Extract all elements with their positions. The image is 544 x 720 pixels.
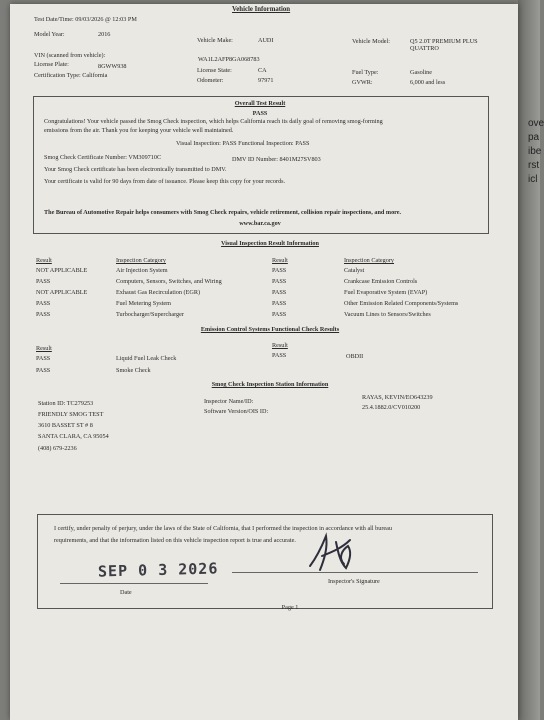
station-city: SANTA CLARA, CA 95054 xyxy=(38,433,109,440)
visual-result: NOT APPLICABLE xyxy=(36,289,88,296)
vin-value: WA1L2AFP8GA068783 xyxy=(198,56,260,63)
functional-title: Emission Control Systems Functional Check Results xyxy=(200,326,340,333)
functional-result: PASS xyxy=(36,367,51,374)
station-phone: (408) 679-2236 xyxy=(38,445,77,452)
edge-text: pa xyxy=(528,132,540,143)
edge-text: rst xyxy=(528,160,540,171)
visual-result: PASS xyxy=(36,278,51,285)
state-value: CA xyxy=(258,67,267,74)
visual-category: Catalyst xyxy=(344,267,365,274)
visual-result: PASS xyxy=(272,311,287,318)
visual-category: Fuel Metering System xyxy=(116,300,171,307)
functional-category: OBDII xyxy=(346,353,364,360)
functional-category: Liquid Fuel Leak Check xyxy=(116,355,177,362)
signature-label: Inspector's Signature xyxy=(328,578,380,585)
congrats-line-2: emissions from the air. Thank you for keeping your vehicle well maintained. xyxy=(44,127,234,134)
station-name: FRIENDLY SMOG TEST xyxy=(38,411,104,418)
visual-result: PASS xyxy=(272,289,287,296)
visual-inspection-title: Visual Inspection Result Information xyxy=(221,240,319,247)
gvwr-label: GVWR: xyxy=(352,79,373,86)
visual-result: PASS xyxy=(272,278,287,285)
station-address: 3610 BASSET ST # 8 xyxy=(38,422,93,429)
certificate-number: Smog Check Certificate Number: VM309710C xyxy=(44,154,162,161)
functional-result-header: Result xyxy=(272,342,288,349)
model-label: Vehicle Model: xyxy=(352,38,390,45)
edge-text: ove xyxy=(528,118,544,129)
inspector-value: RAYAS, KEVIN/EO643239 xyxy=(362,394,433,401)
software-value: 25.4.1882.0/CV010200 xyxy=(362,404,421,411)
edge-text: ibe xyxy=(528,146,542,157)
odometer-value: 97971 xyxy=(258,77,274,84)
visual-result: PASS xyxy=(272,267,287,274)
date-label: Date xyxy=(120,589,132,596)
plate-value: 8GWW938 xyxy=(98,63,127,70)
visual-category-header: Inspection Category xyxy=(116,257,167,264)
visual-result: PASS xyxy=(36,311,51,318)
station-title: Smog Check Inspection Station Information xyxy=(211,381,329,388)
cert-type: Certification Type: California xyxy=(34,72,108,79)
model-year-value: 2016 xyxy=(98,31,111,38)
overall-result-title: Overall Test Result xyxy=(234,100,286,107)
state-label: License State: xyxy=(197,67,232,74)
visual-category: Turbocharger/Supercharger xyxy=(116,311,184,318)
visual-category-header: Inspection Category xyxy=(344,257,395,264)
valid-line: Your certificate is valid for 90 days from date of issuance. Please keep this copy for your records. xyxy=(44,178,286,185)
visual-result-header: Result xyxy=(36,257,52,264)
transmitted-line: Your Smog Check certificate has been electronically transmitted to DMV. xyxy=(44,166,227,173)
visual-result: PASS xyxy=(36,300,51,307)
certification-line-2: requirements, and that the information listed on this vehicle inspection report is true and accurate. xyxy=(54,537,296,544)
visual-category: Fuel Evaporative System (EVAP) xyxy=(344,289,428,296)
functional-result: PASS xyxy=(36,355,51,362)
fuel-value: Gasoline xyxy=(410,69,432,76)
model-year-label: Model Year: xyxy=(34,31,65,38)
odometer-label: Odometer: xyxy=(197,77,224,84)
visual-result-header: Result xyxy=(272,257,288,264)
congrats-line-1: Congratulations! Your vehicle passed the Smog Check inspection, which helps California reach its daily goal of removing smog-forming xyxy=(44,118,383,125)
fuel-label: Fuel Type: xyxy=(352,69,379,76)
bureau-line-2: www.bar.ca.gov xyxy=(239,220,281,227)
visual-category: Vacuum Lines to Sensors/Switches xyxy=(344,311,431,318)
test-datetime: Test Date/Time: 09/03/2026 @ 12:03 PM xyxy=(34,16,137,23)
make-label: Vehicle Make: xyxy=(197,37,233,44)
functional-result: PASS xyxy=(272,352,287,359)
background-edge xyxy=(518,0,540,720)
functional-category: Smoke Check xyxy=(116,367,151,374)
visual-category: Air Injection System xyxy=(116,267,168,274)
date-line xyxy=(60,583,208,584)
visual-category: Exhaust Gas Recirculation (EGR) xyxy=(116,289,201,296)
bureau-line-1: The Bureau of Automotive Repair helps consumers with Smog Check repairs, vehicle retirement, collision repair inspections, and more. xyxy=(44,209,402,216)
model-value: Q5 2.0T PREMIUM PLUS QUATTRO xyxy=(410,38,478,53)
gvwr-value: 6,000 and less xyxy=(410,79,446,86)
visual-category: Crankcase Emission Controls xyxy=(344,278,418,285)
visual-result: PASS xyxy=(272,300,287,307)
make-value: AUDI xyxy=(258,37,274,44)
date-stamp: SEP 0 3 2026 xyxy=(97,559,219,581)
vin-label: VIN (scanned from vehicle): xyxy=(34,52,106,59)
functional-result-header: Result xyxy=(36,345,52,352)
edge-text: icl xyxy=(528,174,538,185)
visual-functional-line: Visual Inspection: PASS Functional Inspection: PASS xyxy=(176,140,310,147)
vehicle-info-title: Vehicle Information xyxy=(232,6,291,13)
dmv-id: DMV ID Number: 8401M27SV803 xyxy=(232,156,321,163)
inspector-label: Inspector Name/ID: xyxy=(204,398,254,405)
inspector-signature xyxy=(302,528,362,576)
overall-result-value: PASS xyxy=(252,110,268,117)
station-id: Station ID: TC279253 xyxy=(38,400,94,407)
visual-result: NOT APPLICABLE xyxy=(36,267,88,274)
page-number: Page 1 xyxy=(281,604,299,611)
visual-category: Computers, Sensors, Switches, and Wiring xyxy=(116,278,222,285)
certification-line-1: I certify, under penalty of perjury, under the laws of the State of California, that I performed the inspection in accordance with all bureau xyxy=(54,525,393,532)
software-label: Software Version/OIS ID: xyxy=(204,408,269,415)
visual-category: Other Emission Related Components/Systems xyxy=(344,300,459,307)
plate-label: License Plate: xyxy=(34,61,69,68)
